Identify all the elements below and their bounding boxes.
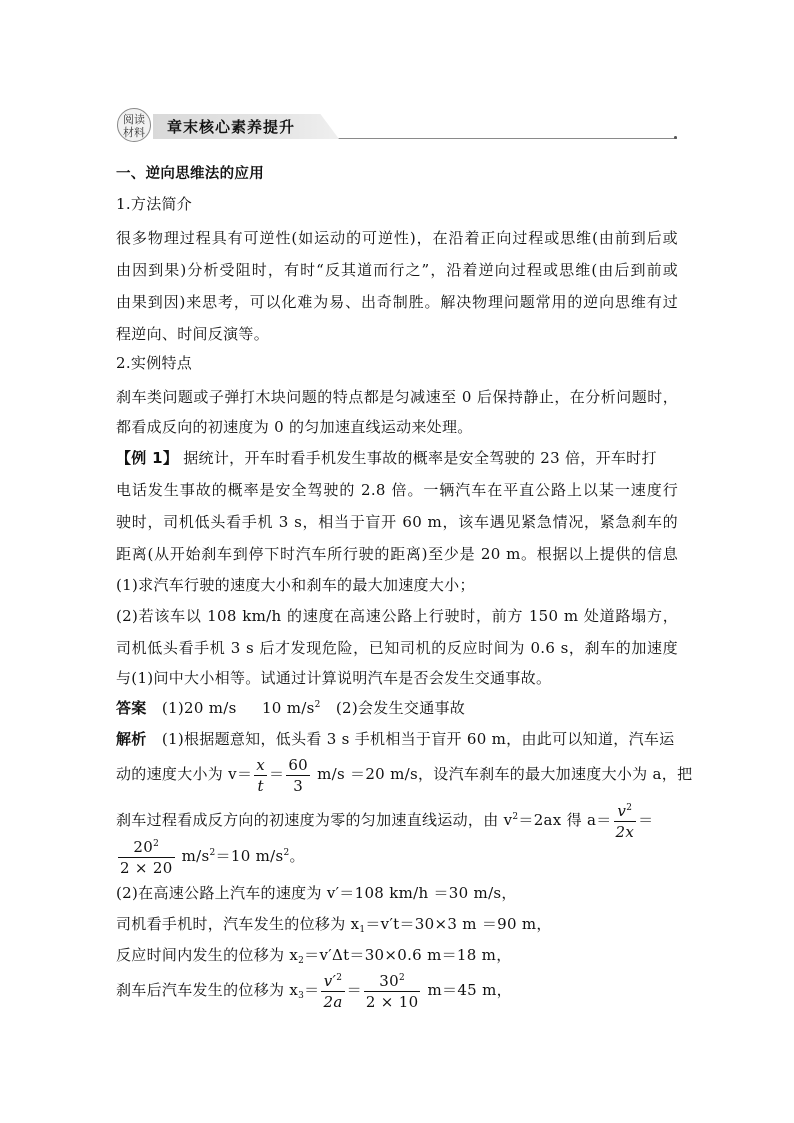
- square-exponent: 2: [336, 972, 343, 983]
- analysis-text: m＝45 m，: [427, 981, 512, 999]
- answer-line: [116, 698, 678, 718]
- fraction-denominator: 2 × 20: [120, 858, 173, 877]
- example-line: 距离(从开始刹车到停下时汽车所行驶的距离)至少是 20 m。根据以上提供的信息: [116, 545, 678, 563]
- analysis-text: 司机看手机时，汽车发生的位移为 x: [116, 915, 360, 933]
- example-tag: 【例 1】: [116, 449, 179, 467]
- badge-top-text: 阅读: [123, 113, 145, 126]
- analysis-text: ＝2ax 得 a＝: [518, 811, 612, 829]
- fraction-numerator: 30: [379, 971, 399, 990]
- reading-material-badge: [117, 108, 151, 142]
- equals-sign: ＝: [269, 765, 285, 783]
- square-exponent: 2: [209, 848, 216, 858]
- analysis-line-1: [116, 729, 678, 749]
- fraction-20sq-over-2x20: [118, 837, 175, 878]
- analysis-text: m/s ＝20 m/s，设汽车刹车的最大加速度大小为 a，把: [317, 765, 693, 783]
- fraction-v2-over-2a: [321, 971, 344, 1012]
- analysis-text: 刹车过程看成反方向的初速度为零的匀加速直线运动，由 v: [116, 811, 513, 829]
- fraction-numerator: v′: [323, 971, 337, 990]
- subheading-method: 1.方法简介: [116, 195, 193, 213]
- example-line: 与(1)问中大小相等。试通过计算说明汽车是否会发生交通事故。: [116, 669, 552, 687]
- fraction-numerator: 20: [133, 837, 154, 856]
- paragraph-line: 由因到果)分析受阻时，有时“反其道而行之”，沿着逆向过程或思维(由后到前或: [116, 261, 678, 279]
- example-text: 据统计，开车时看手机发生事故的概率是安全驾驶的 23 倍，开车时打: [183, 449, 657, 467]
- paragraph-line: 由果到因)来思考，可以化难为易、出奇制胜。解决物理问题常用的逆向思维有过: [116, 293, 678, 311]
- unit-text: m/s: [181, 847, 210, 865]
- square-exponent: 2: [398, 972, 406, 983]
- fraction-denominator: 2 × 10: [365, 992, 419, 1011]
- paragraph-line: 刹车类问题或子弹打木块问题的特点都是匀减速至 0 后保持静止，在分析问题时，: [116, 388, 678, 406]
- fraction-x-over-t: [254, 755, 267, 796]
- paragraph-line: 都看成反向的初速度为 0 的匀加速直线运动来处理。: [116, 418, 473, 436]
- analysis-line-8: [116, 968, 678, 1012]
- analysis-text: ＝v′Δt＝30×0.6 m＝18 m，: [304, 946, 512, 964]
- banner-rule-end: [674, 136, 677, 139]
- example-line: (2)若该车以 108 km/h 的速度在高速公路上行驶时，前方 150 m 处道路塌方，: [116, 607, 678, 625]
- example-line: 驶时，司机低头看手机 3 s，相当于盲开 60 m，该车遇见紧急情况，紧急刹车的: [116, 513, 678, 531]
- answer-tag: 答案: [116, 699, 147, 717]
- paragraph-line: 程逆向、时间反演等。: [116, 325, 270, 343]
- equals-sign: ＝: [346, 981, 362, 999]
- analysis-line-2: [116, 752, 693, 796]
- fraction-numerator: 60: [288, 755, 309, 774]
- analysis-text: ＝10 m/s: [215, 847, 284, 865]
- analysis-text: 动的速度大小为 v＝: [116, 765, 253, 783]
- example-first-line: [116, 448, 678, 468]
- chapter-banner: [117, 104, 677, 144]
- analysis-line-4: [116, 834, 678, 878]
- fraction-denominator: 3: [293, 776, 304, 795]
- analysis-text: 刹车后汽车发生的位移为 x: [116, 981, 299, 999]
- square-exponent: 2: [626, 802, 633, 813]
- example-question-1: (1)求汽车行驶的速度大小和刹车的最大加速度大小；: [116, 576, 475, 594]
- fraction-60-over-3: [286, 755, 310, 796]
- fraction-denominator: t: [257, 776, 264, 795]
- banner-title: 章末核心素养提升: [167, 118, 296, 136]
- answer-part-3: (2)会发生交通事故: [335, 699, 466, 717]
- badge-bottom-text: 材料: [123, 126, 145, 139]
- paragraph-line: 很多物理过程具有可逆性(如运动的可逆性)，在沿着正向过程或思维(由前到后或: [116, 229, 678, 247]
- analysis-line-6: [116, 914, 678, 934]
- fraction-30sq-over-2x10: [364, 971, 421, 1012]
- subscript: 2: [298, 956, 305, 966]
- equals-sign: ＝: [638, 811, 654, 829]
- fraction-denominator: 2x: [615, 822, 635, 841]
- analysis-line-7: [116, 945, 678, 965]
- square-exponent: 2: [153, 838, 160, 849]
- period: 。: [289, 847, 305, 865]
- square-exponent: 2: [283, 848, 290, 858]
- example-line: 司机低头看手机 3 s 后才发现危险，已知司机的反应时间为 0.6 s，刹车的加速度: [116, 639, 678, 657]
- fraction-denominator: 2a: [323, 992, 343, 1011]
- analysis-tag: 解析: [116, 730, 147, 748]
- answer-exponent: 2: [314, 700, 321, 710]
- answer-part-1: (1)20 m/s: [161, 699, 237, 717]
- subscript: 3: [298, 991, 305, 1001]
- fraction-numerator: v: [617, 801, 627, 820]
- equals-sign: ＝: [304, 981, 320, 999]
- subheading-features: 2.实例特点: [116, 354, 193, 372]
- analysis-line-5: (2)在高速公路上汽车的速度为 v′＝108 km/h ＝30 m/s，: [116, 884, 517, 902]
- answer-part-2: 10 m/s: [261, 699, 315, 717]
- subscript: 1: [359, 925, 366, 935]
- analysis-text: 反应时间内发生的位移为 x: [116, 946, 299, 964]
- analysis-text: ＝v′t＝30×3 m ＝90 m，: [365, 915, 552, 933]
- fraction-numerator: x: [256, 755, 266, 774]
- example-line: 电话发生事故的概率是安全驾驶的 2.8 倍。一辆汽车在平直公路上以某一速度行: [116, 481, 678, 499]
- square-exponent: 2: [512, 812, 519, 822]
- section-heading: 一、逆向思维法的应用: [116, 166, 264, 182]
- analysis-text: (1)根据题意知，低头看 3 s 手机相当于盲开 60 m，由此可以知道，汽车运: [161, 730, 675, 748]
